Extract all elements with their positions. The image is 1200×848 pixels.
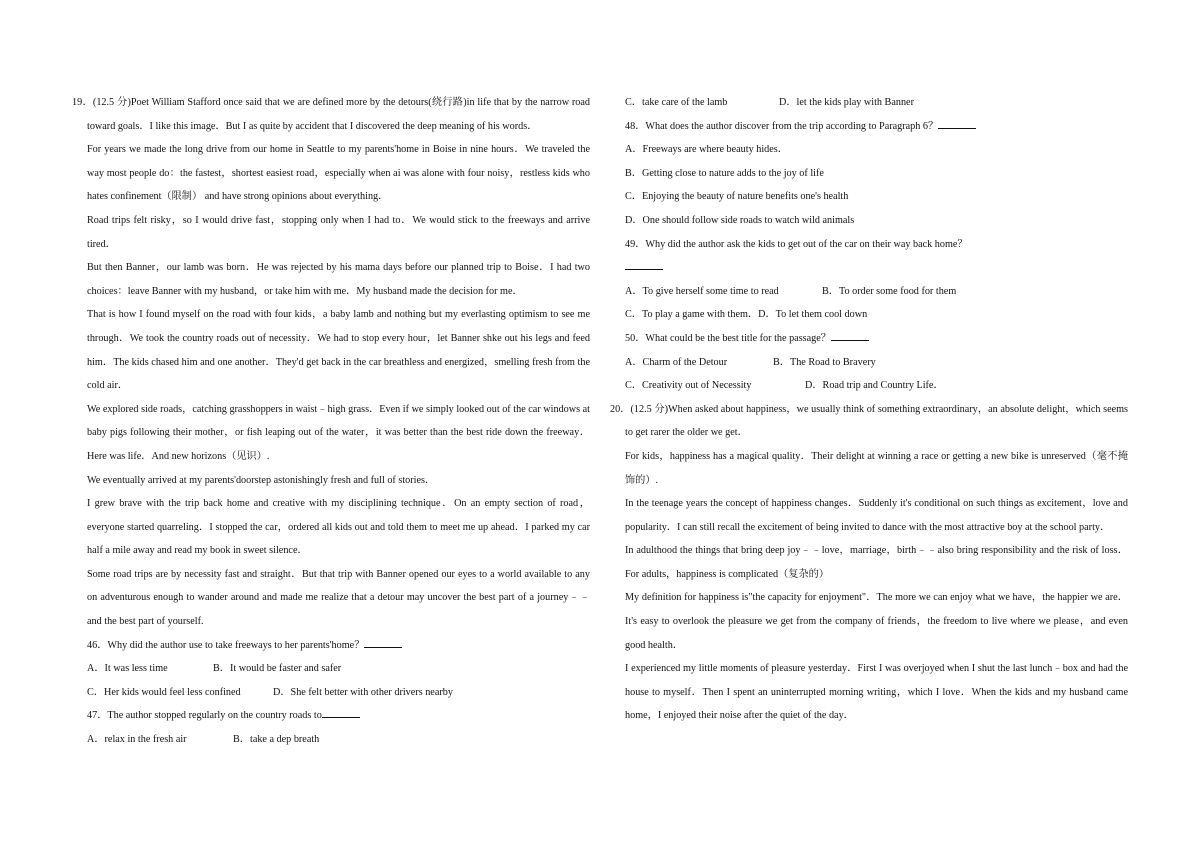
option-47-d[interactable]: D．let the kids play with Banner	[779, 97, 914, 108]
option-50-a[interactable]: A．Charm of the Detour	[625, 356, 728, 368]
question-47-options-row1	[72, 728, 590, 752]
question-46-options-row1	[72, 657, 590, 681]
answer-blank[interactable]	[938, 117, 976, 129]
option-47-c[interactable]: C．take care of the lamb	[625, 97, 728, 108]
passage-paragraph: In adulthood the things that bring deep joy﹣﹣love，marriage，birth﹣﹣also bring responsibility and the risk of loss．For adults，happiness is complicated（复杂的）	[625, 545, 1128, 580]
left-column	[72, 91, 590, 752]
question-50-options-row2	[610, 374, 1128, 398]
option-47-b[interactable]: B．take a dep breath	[233, 734, 320, 746]
passage-paragraph: Road trips felt risky，so I would drive fast，stopping only when I had to．We would stick to the freeways and arrive tired．	[87, 214, 590, 250]
question-49: 49．Why did the author ask the kids to get out of the car on their way back home？	[625, 238, 968, 250]
option-48-c[interactable]: C．Enjoying the beauty of nature benefits one's health	[625, 191, 849, 203]
question-47-options-row2	[610, 91, 1128, 115]
question-49-options-row1	[610, 280, 1128, 304]
option-47-a[interactable]: A．relax in the fresh air	[87, 734, 187, 746]
question-20-passage-intro: 20．(12.5 分)When asked about happiness，we usually think of something extraordinary，an absolute delight，which seems to get rarer the older we get．	[610, 403, 1128, 439]
option-48-b[interactable]: B．Getting close to nature adds to the joy of life	[625, 167, 824, 179]
answer-blank[interactable]	[625, 258, 663, 270]
option-50-d[interactable]: D．Road trip and Country Life．	[805, 380, 944, 392]
question-49-blank-line	[610, 256, 1128, 280]
option-46-d[interactable]: D．She felt better with other drivers nearby	[273, 686, 453, 698]
passage-paragraph: We explored side roads，catching grasshoppers in waist﹣high grass．Even if we simply looked out of the car windows at baby pigs following their mother，or fish leaping out of the water，it was better than the best ride down the freeway．Here was life．And new horizons（见识）.	[87, 403, 590, 462]
question-50-text: 50．What could be the best title for the passage？	[625, 332, 831, 344]
passage-paragraph: In the teenage years the concept of happiness changes．Suddenly it's conditional on such things as excitement，love and popularity．I can still recall the excitement of being invited to dance with the most attractive boy at the school party．	[625, 498, 1128, 533]
option-46-b[interactable]: B．It would be faster and safer	[213, 663, 342, 675]
answer-blank[interactable]	[831, 329, 869, 341]
question-46-text: 46．Why did the author use to take freeways to her parents'home？	[87, 639, 365, 651]
passage-paragraph: But then Banner，our lamb was born．He was rejected by his mama days before our planned trip to Boise．I had two choices：leave Banner with my husband，or take him with me．My husband made the decision for me．	[87, 262, 590, 297]
passage-paragraph: I grew brave with the trip back home and creative with my disciplining technique．On an empty section of road，everyone started quarreling．I stopped the car，ordered all kids out and told them to meet me up ahead．I parked my car half a mile away and read my book in sweet silence．	[87, 498, 590, 557]
option-46-a[interactable]: A．It was less time	[87, 663, 168, 675]
option-46-c[interactable]: C．Her kids would feel less confined	[87, 686, 241, 698]
question-48	[610, 115, 1128, 139]
options-49-c-d[interactable]: C．To play a game with them．D．To let them cool down	[625, 309, 868, 321]
answer-blank[interactable]	[364, 636, 402, 648]
passage-paragraph: My definition for happiness is"the capacity for enjoyment"．The more we can enjoy what we have，the happier we are．It's easy to overlook the pleasure we get from the company of friends，the freedom to live where we please，and even good health．	[625, 592, 1128, 651]
option-49-b[interactable]: B．To order some food for them	[822, 285, 957, 297]
question-47-text: 47．The author stopped regularly on the country roads to	[87, 710, 322, 722]
passage-paragraph: I experienced my little moments of pleasure yesterday．First I was overjoyed when I shut the last lunch﹣box and had the house to myself．Then I spent an uninterrupted morning writing，which I love．When the kids and my husband came home，I enjoyed their noise after the quiet of the day．	[625, 663, 1128, 722]
question-47	[72, 704, 590, 728]
option-50-c[interactable]: C．Creativity out of Necessity	[625, 380, 752, 392]
option-48-d[interactable]: D．One should follow side roads to watch wild animals	[625, 214, 855, 226]
answer-blank[interactable]	[322, 706, 360, 718]
passage-paragraph: Some road trips are by necessity fast and straight．But that trip with Banner opened our eyes to a world available to any on adventurous enough to wander around and made me realize that a detour may uncover the best part of a journey﹣﹣and the best part of yourself.	[87, 568, 590, 628]
passage-paragraph: For kids，happiness has a magical quality．Their delight at winning a race or getting a new bike is unreserved（毫不掩饰的）.	[625, 450, 1128, 486]
question-48-text: 48．What does the author discover from the trip according to Paragraph 6？	[625, 120, 939, 132]
passage-paragraph: That is how I found myself on the road with four kids，a baby lamb and nothing but my everlasting optimism to see me through．We took the country roads out of necessity．We had to stop every hour，let Banner shke out his legs and feed him．The kids chased him and one another．They'd get back in the car breathless and energized，smelling fresh from the cold air．	[87, 309, 590, 392]
question-46-options-row2	[72, 681, 590, 705]
passage-paragraph: For years we made the long drive from our home in Seattle to my parents'home in Boise in nine hours．We traveled the way most people do：the fastest，shortest easiest road，especially when ai was alone with four noisy，restless kids who hates confinement（限制） and have strong opinions about everything．	[87, 144, 590, 203]
question-19-passage-intro: 19．(12.5 分)Poet William Stafford once said that we are defined more by the detours(绕行路)in life that by the narrow road toward goals．I like this image．But I as quite by accident that I discovered the deep meaning of his words．	[72, 97, 590, 132]
option-50-b[interactable]: B．The Road to Bravery	[773, 356, 876, 368]
right-column	[610, 91, 1128, 728]
question-50	[610, 327, 1128, 351]
question-46	[72, 634, 590, 658]
option-49-a[interactable]: A．To give herself some time to read	[625, 285, 779, 297]
passage-paragraph: We eventually arrived at my parents'doorstep astonishingly fresh and full of stories．	[87, 474, 436, 486]
question-50-options-row1	[610, 351, 1128, 375]
option-48-a[interactable]: A．Freeways are where beauty hides．	[625, 144, 788, 156]
